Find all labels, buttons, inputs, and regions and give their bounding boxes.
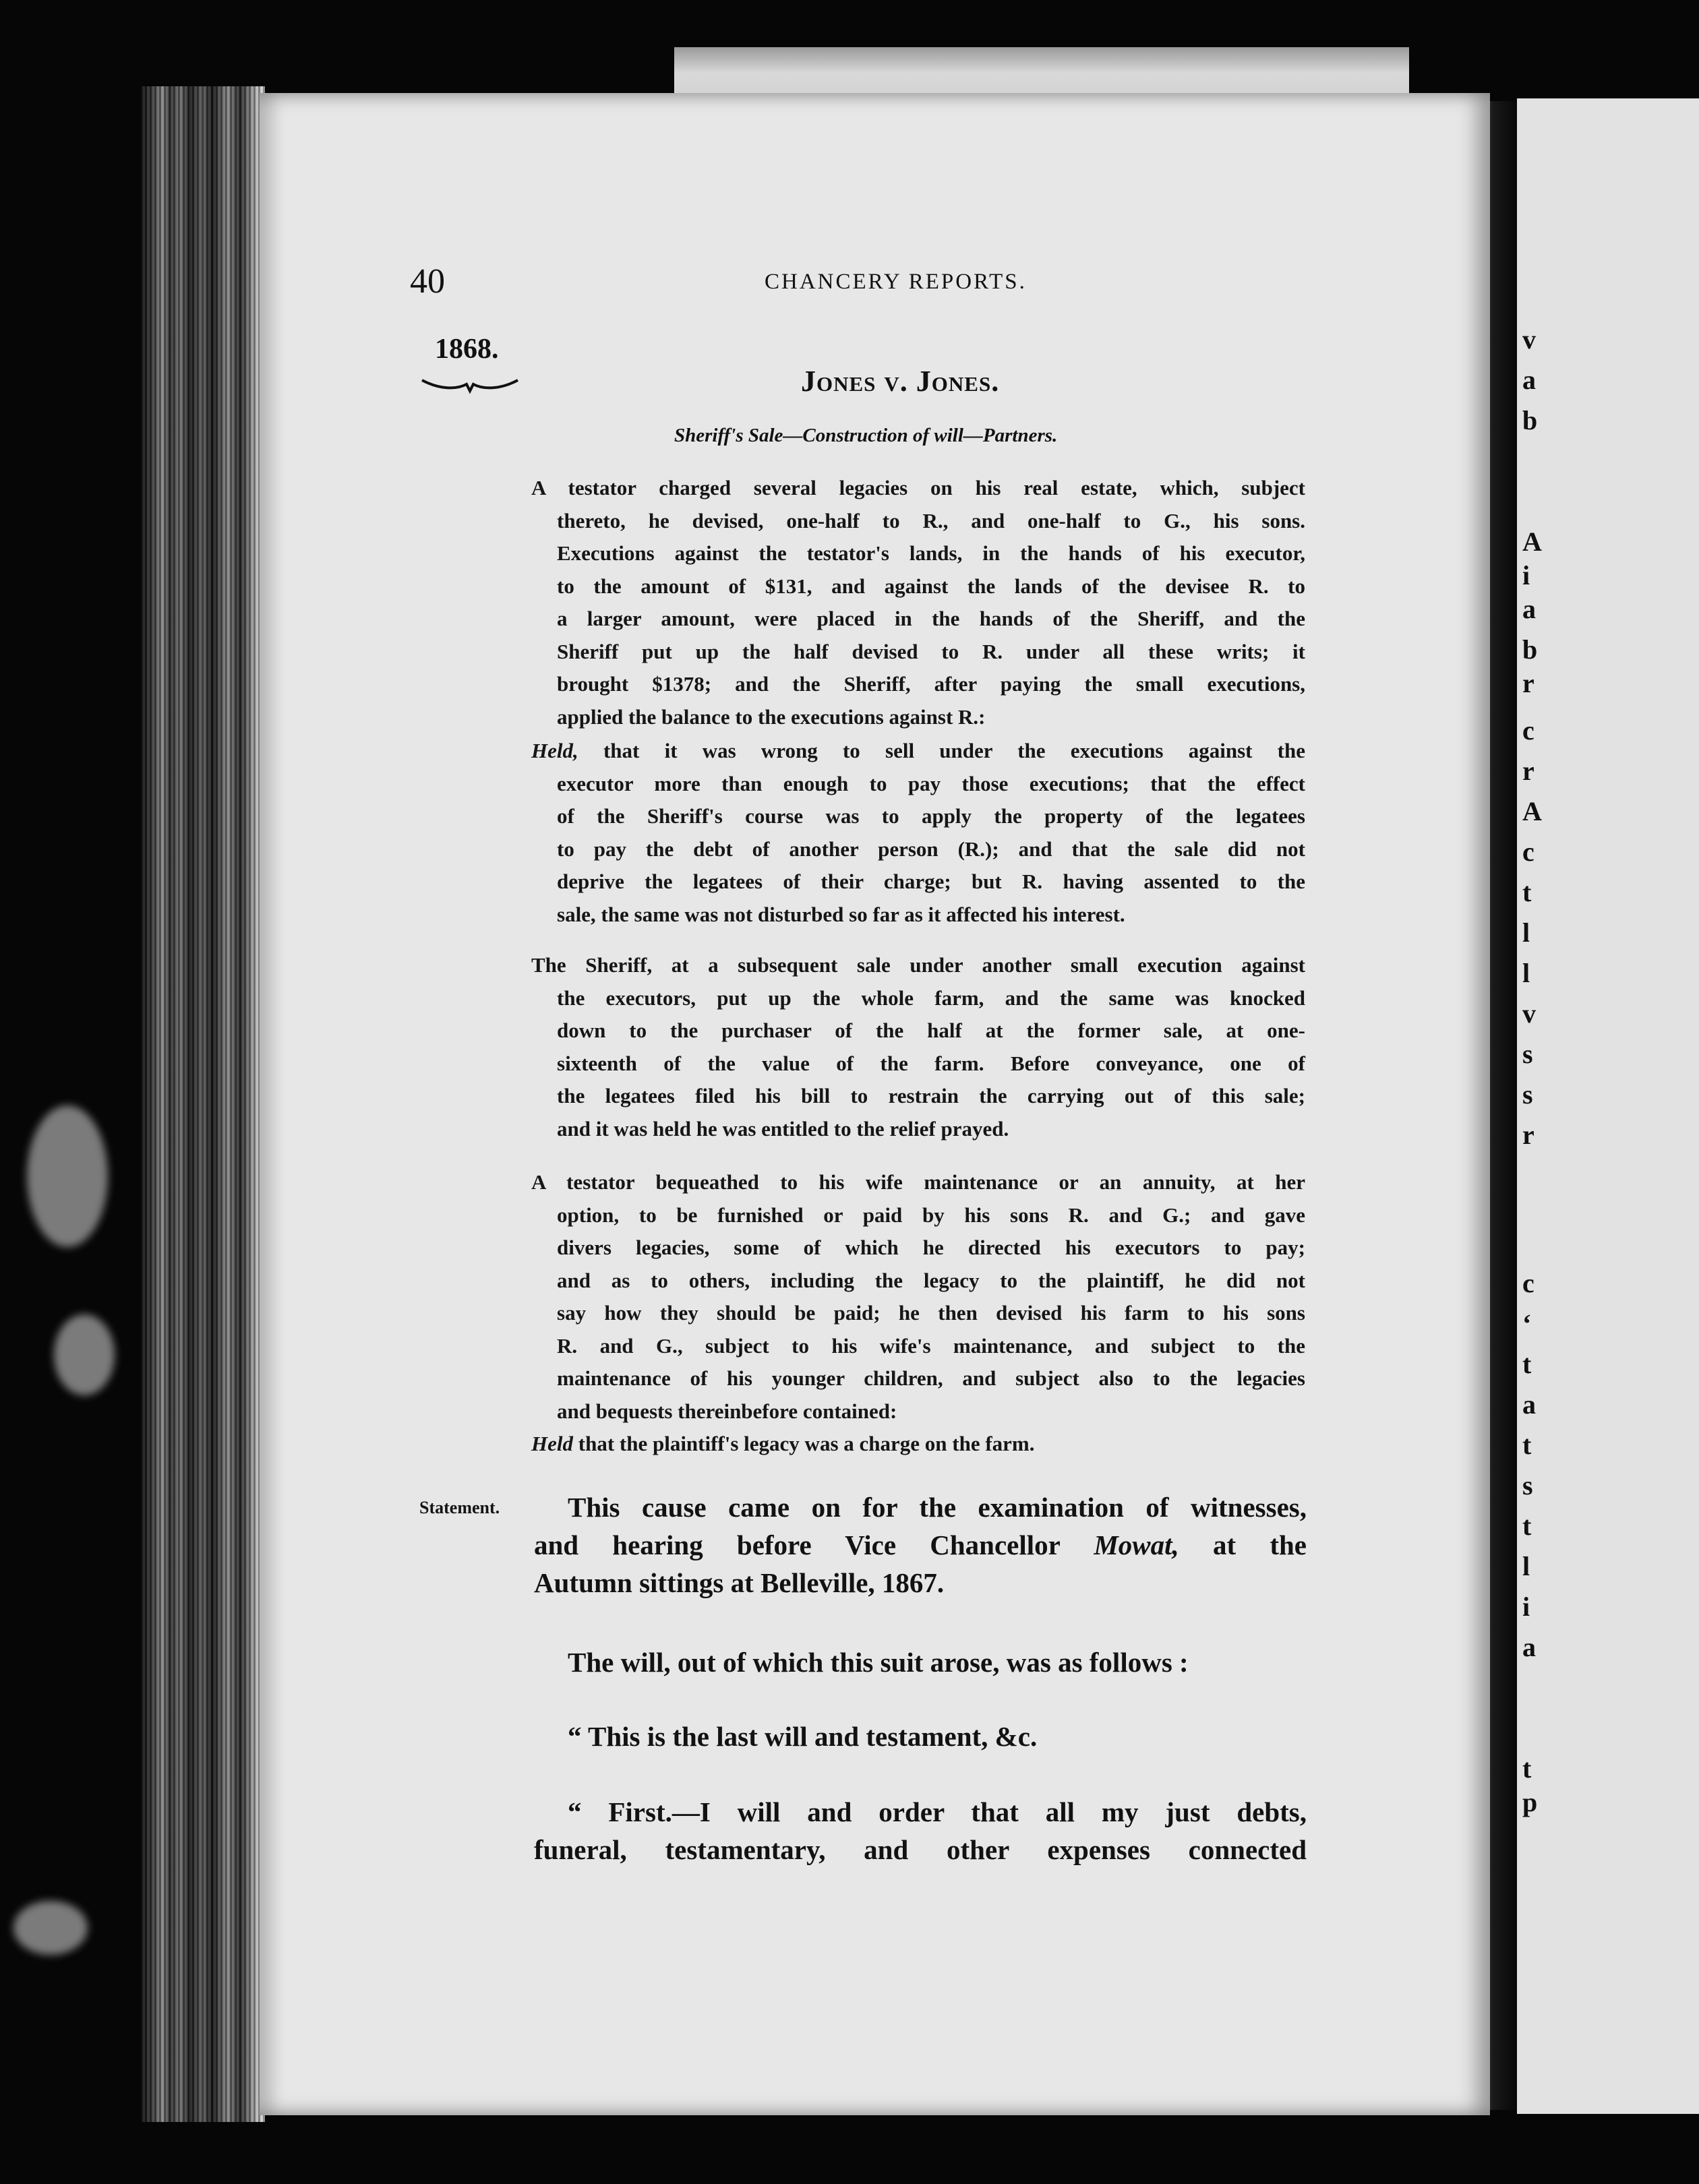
headnote-line: say how they should be paid; he then devised his farm to his sons: [557, 1301, 1305, 1325]
headnote-line: sixteenth of the value of the farm. Before conveyance, one of: [557, 1051, 1305, 1075]
page-number: 40: [410, 262, 445, 301]
headnote-line: A testator charged several legacies on his real estate, which, subject: [531, 476, 1305, 499]
headnote-1: [531, 472, 1305, 733]
will-intro-paragraph: [534, 1643, 1307, 1681]
subject-line: Sheriff's Sale—Construction of will—Partners.: [674, 425, 1058, 446]
facing-page-fragment: t: [1522, 1753, 1532, 1784]
facing-page: [1517, 98, 1699, 2114]
facing-page-fragment: r: [1522, 668, 1534, 698]
facing-page-fragment: l: [1522, 1551, 1530, 1581]
facing-page-fragment: a: [1522, 594, 1536, 624]
held-label: Held,: [531, 739, 578, 762]
headnote-line: and as to others, including the legacy to the plaintiff, he did not: [557, 1268, 1305, 1292]
headnote-line: Executions against the testator's lands, in the hands of his executor,: [557, 541, 1305, 565]
body-line: and hearing before Vice Chancellor Mowat, at the: [534, 1529, 1307, 1560]
facing-page-fragment: t: [1522, 1511, 1532, 1541]
headnote-line: the executors, put up the whole farm, and the same was knocked: [557, 985, 1305, 1010]
case-title: Jones v. Jones.: [801, 365, 1000, 398]
facing-page-fragment: c: [1522, 837, 1534, 867]
statement-sidenote: Statement.: [419, 1498, 500, 1517]
facing-page-fragment: l: [1522, 958, 1530, 988]
facing-page-fragment: r: [1522, 1120, 1534, 1150]
facing-page-fragment: i: [1522, 1591, 1530, 1622]
facing-page-fragment: s: [1522, 1039, 1533, 1069]
headnote-line: option, to be furnished or paid by his sons R. and G.; and gave: [557, 1203, 1305, 1227]
body-line: “ This is the last will and testament, &c.: [568, 1721, 1038, 1752]
headnote-line: deprive the legatees of their charge; but R. having assented to the: [557, 870, 1305, 893]
facing-page-fragment: c: [1522, 1268, 1534, 1298]
headnote-line: and it was held he was entitled to the relief prayed.: [557, 1116, 1009, 1141]
headnote-line: thereto, he devised, one-half to R., and one-half to G., his sons.: [557, 508, 1305, 533]
headnote-line: that the plaintiff's legacy was a charge on the farm.: [578, 1432, 1035, 1455]
headnote-line: of the Sheriff's course was to apply the property of the legatees: [557, 804, 1305, 828]
facing-page-fragment: ‘: [1522, 1308, 1532, 1339]
headnote-line: to the amount of $131, and against the lands of the devisee R. to: [557, 574, 1305, 598]
running-head: CHANCERY REPORTS.: [765, 270, 1027, 294]
body-line: funeral, testamentary, and other expenses connected: [534, 1834, 1307, 1865]
statement-paragraph: [534, 1488, 1307, 1602]
headnote-line: to pay the debt of another person (R.); and that the sale did not: [557, 837, 1305, 861]
facing-page-fragment: t: [1522, 877, 1532, 907]
facing-page-fragment: v: [1522, 998, 1536, 1029]
facing-page-fragment: a: [1522, 1389, 1536, 1420]
will-quote-paragraph: [534, 1718, 1307, 1755]
headnote-line: Sheriff put up the half devised to R. under all these writs; it: [557, 639, 1305, 663]
facing-page-fragment: i: [1522, 560, 1530, 590]
headnote-line: the legatees filed his bill to restrain the carrying out of this sale;: [557, 1084, 1305, 1108]
facing-page-fragment: b: [1522, 634, 1538, 665]
facing-page-fragment: A: [1522, 796, 1542, 826]
headnote-line: that it was wrong to sell under the executions against the: [603, 739, 1306, 762]
facing-page-fragment: l: [1522, 917, 1530, 948]
headnote-line: brought $1378; and the Sheriff, after paying the small executions,: [557, 672, 1305, 696]
headnote-4: [531, 1166, 1305, 1461]
facing-page-fragment: s: [1522, 1079, 1533, 1110]
headnote-line: down to the purchaser of the half at the former sale, at one-: [557, 1019, 1305, 1042]
body-line: The will, out of which this suit arose, was as follows :: [568, 1647, 1189, 1678]
facing-page-fragment: r: [1522, 756, 1534, 786]
held-label: Held: [531, 1432, 573, 1455]
facing-page-fragment: p: [1522, 1787, 1538, 1817]
headnote-line: divers legacies, some of which he directed his executors to pay;: [557, 1236, 1305, 1259]
scan-noise: [27, 1105, 108, 1247]
facing-page-fragment: t: [1522, 1430, 1532, 1460]
year-marginal: 1868.: [435, 334, 499, 365]
headnote-line: The Sheriff, at a subsequent sale under another small execution against: [531, 953, 1305, 977]
facing-page-fragment: v: [1522, 324, 1536, 355]
facing-page-fragment: s: [1522, 1470, 1533, 1500]
body-line: This cause came on for the examination of witnesses,: [568, 1492, 1307, 1523]
will-first-clause: [534, 1793, 1307, 1869]
headnote-2: [531, 735, 1305, 931]
headnote-line: maintenance of his younger children, and subject also to the legacies: [557, 1366, 1305, 1390]
facing-page-fragment: a: [1522, 365, 1536, 395]
book-spine: [140, 86, 265, 2122]
headnote-line: and bequests thereinbefore contained:: [557, 1399, 897, 1423]
facing-page-fragment: b: [1522, 405, 1538, 435]
scan-noise: [54, 1314, 115, 1395]
brace-ornament: [419, 375, 520, 395]
headnote-3: [531, 949, 1305, 1145]
body-line: “ First.—I will and order that all my just debts,: [568, 1796, 1307, 1827]
headnote-line: R. and G., subject to his wife's maintenance, and subject to the: [557, 1333, 1305, 1358]
headnote-line: executor more than enough to pay those executions; that the effect: [557, 771, 1305, 795]
headnote-line: a larger amount, were placed in the hands of the Sheriff, and the: [557, 607, 1305, 630]
facing-page-fragment: A: [1522, 526, 1542, 557]
facing-page-fragment: t: [1522, 1349, 1532, 1379]
headnote-line: A testator bequeathed to his wife maintenance or an annuity, at her: [531, 1170, 1305, 1194]
body-line: Autumn sittings at Belleville, 1867.: [534, 1567, 945, 1598]
facing-page-fragment: a: [1522, 1632, 1536, 1662]
headnote-line: sale, the same was not disturbed so far as it affected his interest.: [557, 902, 1125, 926]
facing-page-fragment: c: [1522, 715, 1534, 746]
headnote-line: applied the balance to the executions against R.:: [557, 704, 986, 729]
scan-noise: [13, 1901, 88, 1955]
